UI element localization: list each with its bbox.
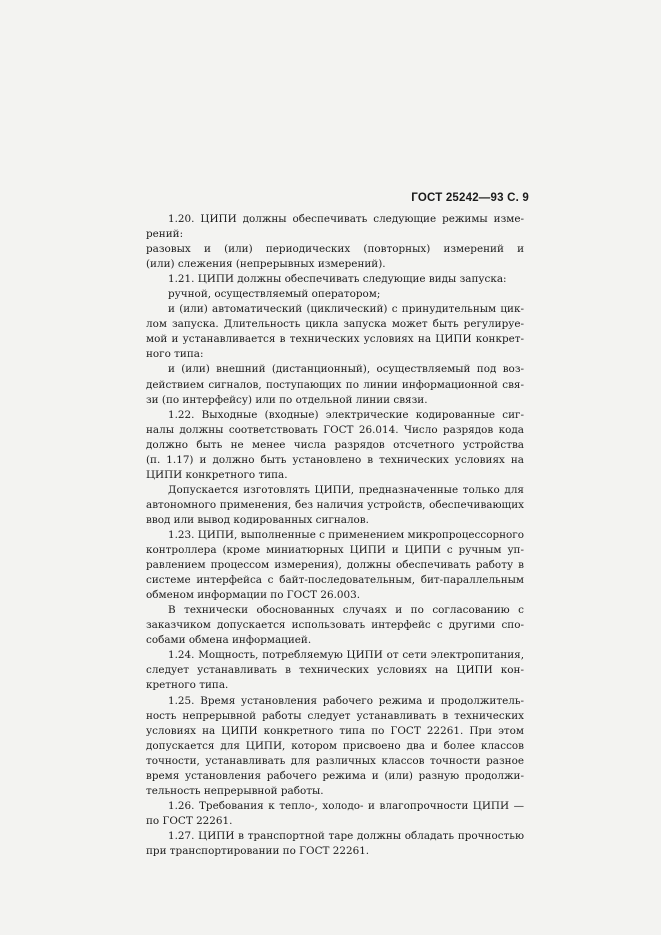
document-body [146,212,524,859]
text-line: 1.27. ЦИПИ в транспортной таре должны обладать прочностью [168,829,524,842]
text-line: 1.21. ЦИПИ должны обеспечивать следующие виды запуска: [168,273,507,286]
text-line: мой и устанавливается в технических условиях на ЦИПИ конкрет- [146,333,524,346]
text-line: налы должны соответствовать ГОСТ 26.014. Число разрядов кода [146,423,524,436]
text-line: В технически обоснованных случаях и по согласованию с [168,604,524,617]
text-line: (п. 1.17) и должно быть установлено в технических условиях на [146,453,524,466]
text-line: ввод или вывод кодированных сигналов. [146,513,369,526]
text-line: разовых и (или) периодических (повторных) измерений и [146,243,524,256]
text-line: 1.20. ЦИПИ должны обеспечивать следующие режимы изме- [168,213,524,225]
text-line: 1.24. Мощность, потребляемую ЦИПИ от сети электропитания, [168,649,524,662]
text-line: равлением процессом измерения), должны обеспечивать работу в [146,559,524,572]
text-line: время установления рабочего режима и (или) разную продолжи- [146,769,524,782]
text-line: рений: [146,228,184,241]
text-line: собами обмена информацией. [146,634,312,647]
text-line: Допускается изготовлять ЦИПИ, предназначенные только для [168,483,524,496]
text-line: и (или) внешний (дистанционный), осуществляемый под воз- [168,363,524,376]
text-line: ручной, осуществляемый оператором; [168,288,381,301]
text-line: следует устанавливать в технических условиях на ЦИПИ кон- [146,664,524,677]
text-line: должно быть не менее числа разрядов отсчетного устройства [146,438,524,451]
text-line: ЦИПИ конкретного типа. [146,468,288,481]
text-line: автономного применения, без наличия устройств, обеспечивающих [146,498,524,511]
text-line: при транспортировании по ГОСТ 22261. [146,844,370,857]
text-line: лом запуска. Длительность цикла запуска может быть регулируе- [146,318,524,331]
page-header: ГОСТ 25242—93 С. 9 [411,192,529,204]
text-line: 1.25. Время установления рабочего режима и продолжитель- [168,694,524,707]
text-line: обменом информации по ГОСТ 26.003. [146,589,361,602]
text-line: 1.23. ЦИПИ, выполненные с применением микропроцессорного [168,528,524,541]
text-line: ного типа: [146,348,204,361]
text-line: тельность непрерывной работы. [146,784,324,797]
text-line: 1.26. Требования к тепло-, холодо- и влагопрочности ЦИПИ — [168,799,524,812]
text-line: действием сигналов, поступающих по линии информационной свя- [146,378,524,391]
text-line: 1.22. Выходные (входные) электрические кодированные сиг- [168,408,524,421]
text-line: системе интерфейса с байт-последовательным, бит-параллельным [146,574,524,587]
text-line: точности, устанавливать для различных классов точности разное [146,754,524,767]
text-line: ность непрерывной работы следует устанавливать в технических [146,709,524,722]
text-line: по ГОСТ 22261. [146,814,233,827]
text-line: зи (по интерфейсу) или по отдельной линии связи. [146,393,428,406]
text-line: заказчиком допускается использовать интерфейс с другими спо- [146,619,524,632]
text-line: (или) слежения (непрерывных измерений). [146,258,386,271]
text-line: контроллера (кроме миниатюрных ЦИПИ и ЦИПИ с ручным уп- [146,544,524,557]
text-line: допускается для ЦИПИ, котором присвоено два и более классов [146,739,524,752]
text-line: и (или) автоматический (циклический) с принудительным цик- [168,303,524,316]
text-line: кретного типа. [146,679,229,692]
text-line: условиях на ЦИПИ конкретного типа по ГОСТ 22261. При этом [146,724,524,737]
